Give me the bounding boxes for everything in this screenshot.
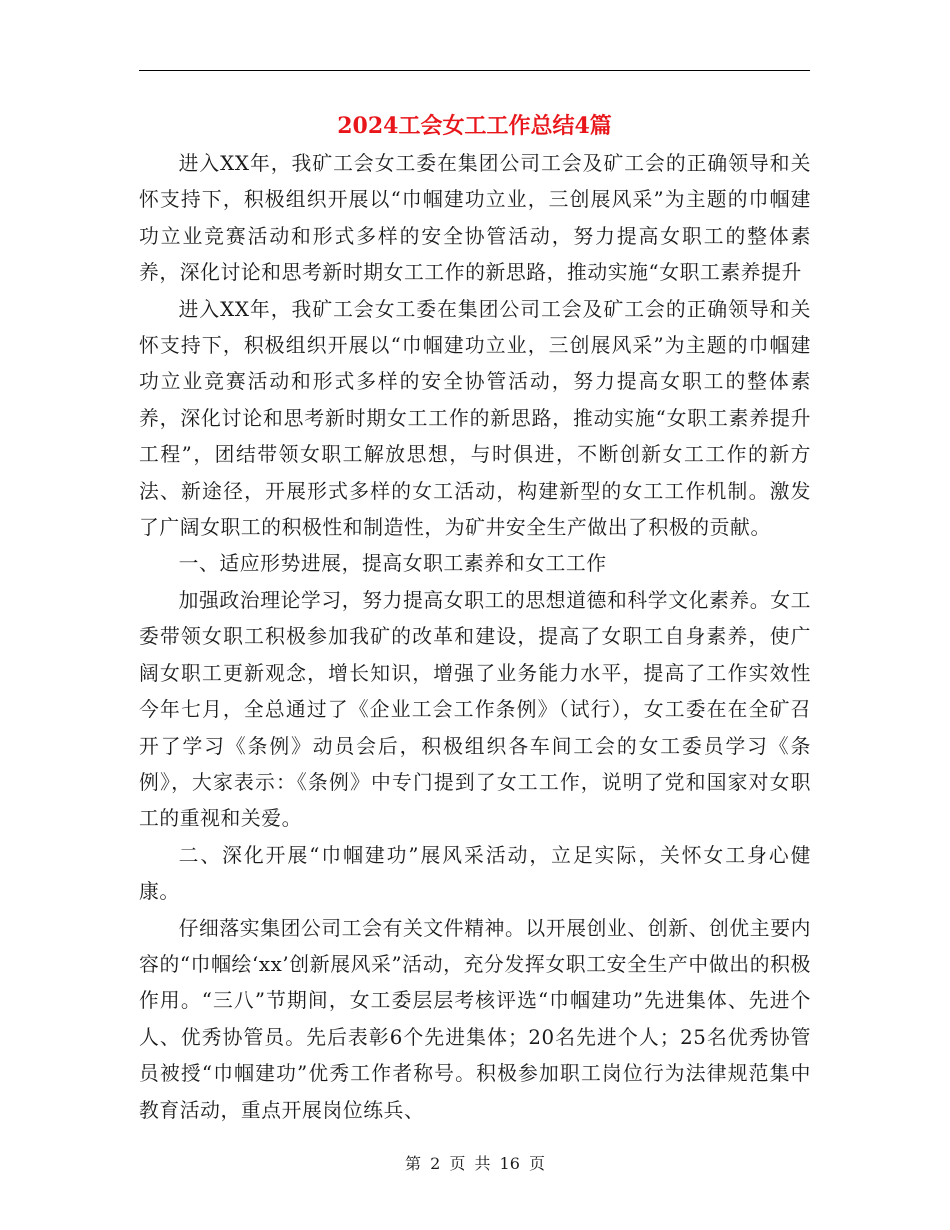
paragraph: 进入XX年，我矿工会女工委在集团公司工会及矿工会的正确领导和关怀支持下，积极组织开展以“巾帼建功立业，三创展风采”为主题的巾帼建功立业竞赛活动和形式多样的安全协管活动，努力提高女职工的整体素养，深化讨论和思考新时期女工工作的新思路，推动实施“女职工素养提升工程”，团结带领女职工解放思想，与时俱进，不断创新女工工作的新方法、新途径，开展形式多样的女工活动，构建新型的女工工作机制。激发了广阔女职工的积极性和制造性，为矿井安全生产做出了积极的贡献。: [139, 297, 811, 540]
document-title: 2024工会女工工作总结4篇: [337, 113, 612, 139]
paragraph: 进入XX年，我矿工会女工委在集团公司工会及矿工会的正确领导和关怀支持下，积极组织开展以“巾帼建功立业，三创展风采”为主题的巾帼建功立业竞赛活动和形式多样的安全协管活动，努力提高女职工的整体素养，深化讨论和思考新时期女工工作的新思路，推动实施“女职工素养提升: [139, 152, 811, 285]
paragraph: 仔细落实集团公司工会有关文件精神。以开展创业、创新、创优主要内容的“巾帼绘‘xx’创新展风采”活动，充分发挥女职工安全生产中做出的积极作用。“三八”节期间，女工委层层考核评选“巾帼建功”先进集体、先进个人、优秀协管员。先后表彰6个先进集体；20名先进个人；25名优秀协管员被授“巾帼建功”优秀工作者称号。积极参加职工岗位行为法律规范集中教育活动，重点开展岗位练兵、: [139, 916, 811, 1122]
header-rule: [139, 70, 810, 71]
paragraph: 加强政治理论学习，努力提高女职工的思想道德和科学文化素养。女工委带领女职工积极参加我矿的改革和建设，提高了女职工自身素养，使广阔女职工更新观念，增长知识，增强了业务能力水平，提高了工作实效性 今年七月，全总通过了《企业工会工作条例》（试行），女工委在在全矿召开了学习《条例》动员会后，积极组织各车间工会的女工委员学习《条例》，大家表示：《条例》中专门提到了女工工作，说明了党和国家对女职工的重视和关爱。: [139, 588, 852, 831]
document-body: [139, 146, 852, 1129]
section-heading: 一、适应形势进展，提高女职工素养和女工工作: [178, 552, 607, 576]
page-number-footer: 第 2 页 共 16 页: [405, 1154, 545, 1173]
section-heading: 二、深化开展“巾帼建功”展风采活动，立足实际，关怀女工身心健康。: [139, 843, 811, 904]
